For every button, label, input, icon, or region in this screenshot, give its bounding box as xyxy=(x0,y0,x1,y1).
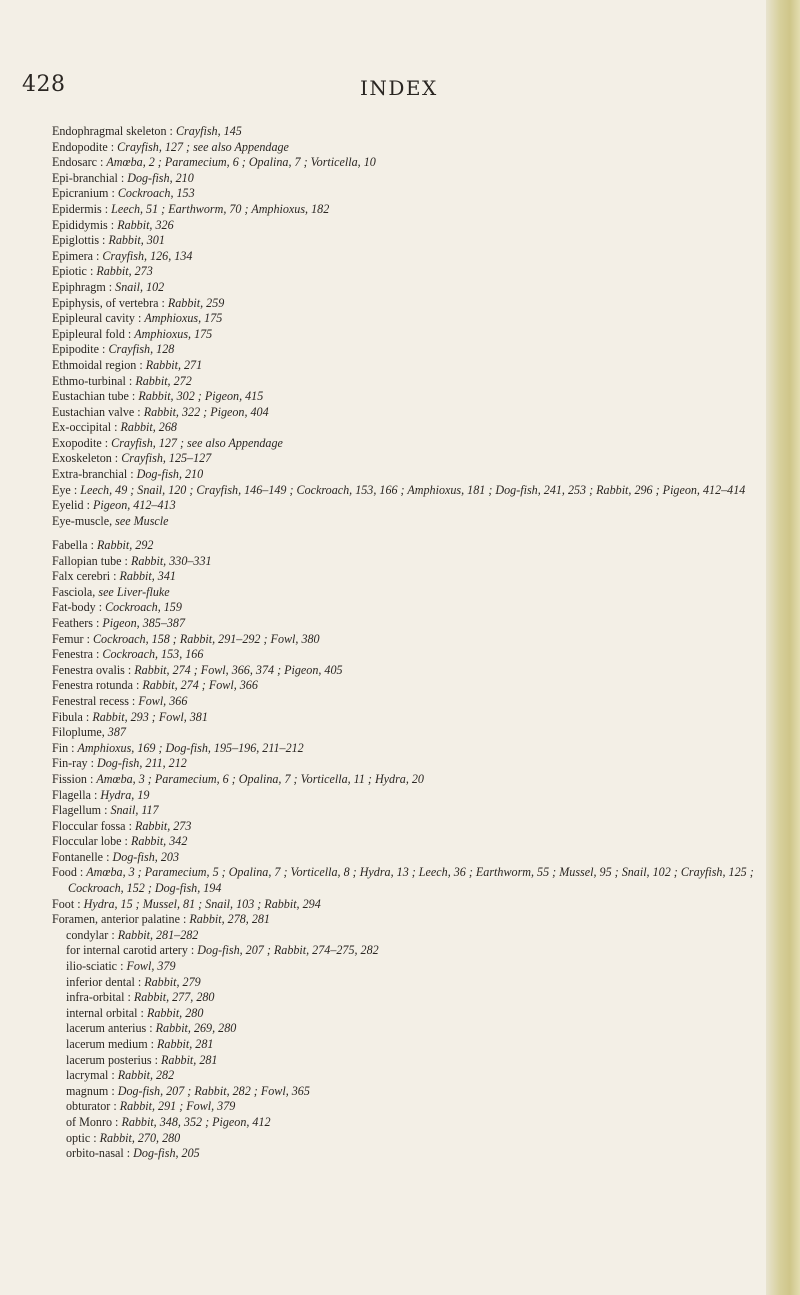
index-subentry xyxy=(52,1068,782,1084)
entry-heading: Epiphysis, of vertebra : xyxy=(52,295,168,310)
entry-heading: optic : xyxy=(66,1130,100,1145)
entry-heading: Eustachian valve : xyxy=(52,404,144,419)
index-subentry xyxy=(52,1099,782,1115)
index-subentry xyxy=(52,1084,782,1100)
entry-heading: Ethmoidal region : xyxy=(52,357,146,372)
entry-heading: Fabella : xyxy=(52,538,98,552)
index-entry xyxy=(52,186,782,202)
entry-heading: Floccular lobe : xyxy=(52,834,131,849)
entry-heading: Foot : xyxy=(52,896,84,911)
entry-references: Rabbit, 292 xyxy=(97,538,154,552)
entry-references: Rabbit, 271 xyxy=(145,357,203,372)
entry-heading: Fenestra : xyxy=(52,647,103,662)
entry-heading: Epidermis : xyxy=(52,201,112,216)
index-entry xyxy=(52,741,782,757)
entry-heading: Ethmo-turbinal : xyxy=(52,373,136,388)
index-entry xyxy=(52,296,782,312)
index-subentry xyxy=(52,1146,782,1162)
entry-references: Snail, 117 xyxy=(110,803,159,818)
entry-references: Amœba, 3 ; Paramecium, 5 ; Opalina, 7 ; Vorticella, 8 ; Hydra, 13 ; Leech, 36 ; Earthworm, 55 ; Mussel, 95 ; Snail, 102 ; Crayfish, 125 ; Cockroach, 152 ; Dog-fish, 194 xyxy=(68,865,754,896)
entry-references: Dog-fish, 203 xyxy=(112,849,179,864)
entry-heading: Endosarc : xyxy=(52,155,107,170)
index-entry xyxy=(52,218,782,234)
entry-references: Crayfish, 145 xyxy=(175,124,242,138)
entry-references: Pigeon, 385–387 xyxy=(102,615,186,630)
index-subentry xyxy=(52,990,782,1006)
entry-heading: Epicranium : xyxy=(52,186,118,201)
index-entry xyxy=(52,600,782,616)
entry-heading: Endopodite : xyxy=(52,139,118,154)
entry-heading: magnum : xyxy=(66,1083,118,1098)
entry-heading: internal orbital : xyxy=(66,1005,147,1020)
entry-heading: ilio-sciatic : xyxy=(66,959,127,974)
index-entry xyxy=(52,420,782,436)
index-subentry xyxy=(52,1053,782,1069)
index-entry xyxy=(52,850,782,866)
index-entry xyxy=(52,554,782,570)
entry-heading: Femur : xyxy=(52,631,93,646)
entry-references: Rabbit, 272 xyxy=(135,373,192,388)
index-entry xyxy=(52,389,782,405)
entry-references: Rabbit, 259 xyxy=(167,295,225,310)
index-subentry xyxy=(52,943,782,959)
index-entry xyxy=(52,327,782,343)
index-entry xyxy=(52,264,782,280)
index-entry xyxy=(52,233,782,249)
entry-references: Rabbit, 273 xyxy=(96,264,153,279)
entry-references: Rabbit, 322 ; Pigeon, 404 xyxy=(143,404,269,419)
entry-heading: orbito-nasal : xyxy=(66,1146,134,1161)
index-entry xyxy=(52,788,782,804)
entry-references: Crayfish, 127 ; see also Appendage xyxy=(111,435,283,450)
entry-heading: Fenestra ovalis : xyxy=(52,662,135,677)
index-entry xyxy=(52,772,782,788)
index-entry xyxy=(52,249,782,265)
entry-heading: Epipleural cavity : xyxy=(52,311,145,326)
index-entry xyxy=(52,436,782,452)
entry-references: Rabbit, 274 ; Fowl, 366, 374 ; Pigeon, 405 xyxy=(134,662,343,677)
entry-references: Rabbit, 326 xyxy=(117,217,174,232)
index-entry xyxy=(52,834,782,850)
running-head: INDEX xyxy=(360,76,438,100)
index-entry xyxy=(52,155,782,171)
entry-heading: inferior dental : xyxy=(66,974,145,989)
index-entry xyxy=(52,616,782,632)
index-entry xyxy=(52,140,782,156)
entry-references: Rabbit, 291 ; Fowl, 379 xyxy=(119,1099,236,1114)
index-section-f xyxy=(52,538,782,1162)
entry-heading: Fontanelle : xyxy=(52,849,113,864)
entry-references: Crayfish, 127 ; see also Appendage xyxy=(117,139,289,154)
entry-references: Amphioxus, 169 ; Dog-fish, 195–196, 211–212 xyxy=(77,740,304,755)
entry-references: see Muscle xyxy=(115,513,169,528)
entry-heading: Exopodite : xyxy=(52,435,112,450)
index-subentry xyxy=(52,928,782,944)
index-subentry xyxy=(52,975,782,991)
entry-heading: Foramen, anterior palatine : xyxy=(52,912,190,927)
entry-references: Rabbit, 279 xyxy=(144,974,201,989)
entry-heading: Ex-occipital : xyxy=(52,420,121,435)
entry-heading: Epipodite : xyxy=(52,342,109,357)
entry-references: Rabbit, 274 ; Fowl, 366 xyxy=(142,678,258,693)
entry-references: Rabbit, 281 xyxy=(157,1037,214,1051)
entry-heading: Epi-branchial : xyxy=(52,170,128,185)
entry-references: Amœba, 2 ; Paramecium, 6 ; Opalina, 7 ; Vorticella, 10 xyxy=(106,155,376,170)
index-entry xyxy=(52,803,782,819)
entry-references: Dog-fish, 211, 212 xyxy=(97,756,187,771)
entry-references: Cockroach, 158 ; Rabbit, 291–292 ; Fowl, 380 xyxy=(92,631,320,646)
entry-heading: obturator : xyxy=(66,1099,120,1114)
entry-references: Amphioxus, 175 xyxy=(144,311,223,326)
entry-heading: Epididymis : xyxy=(52,217,118,232)
entry-heading: Eustachian tube : xyxy=(52,389,139,404)
entry-heading: infra-orbital : xyxy=(66,990,134,1005)
entry-references: Rabbit, 269, 280 xyxy=(155,1021,237,1036)
entry-heading: lacrymal : xyxy=(66,1068,118,1083)
entry-heading: Eyelid : xyxy=(52,498,93,513)
entry-heading: Feathers : xyxy=(52,615,103,630)
index-entry xyxy=(52,342,782,358)
entry-references: Hydra, 15 ; Mussel, 81 ; Snail, 103 ; Rabbit, 294 xyxy=(83,896,321,911)
entry-heading: lacerum anterius : xyxy=(66,1021,156,1036)
page-header xyxy=(0,72,800,108)
entry-references: Rabbit, 268 xyxy=(120,420,177,435)
entry-references: Rabbit, 281–282 xyxy=(117,927,199,942)
entry-heading: Fin-ray : xyxy=(52,756,98,771)
entry-heading: Epipleural fold : xyxy=(52,326,135,341)
index-entry xyxy=(52,585,782,601)
entry-references: Rabbit, 270, 280 xyxy=(99,1130,181,1145)
entry-references: Rabbit, 301 xyxy=(108,233,165,248)
entry-references: Amœba, 3 ; Paramecium, 6 ; Opalina, 7 ; Vorticella, 11 ; Hydra, 20 xyxy=(96,771,424,786)
index-entry xyxy=(52,647,782,663)
page-number: 428 xyxy=(22,72,66,97)
index-entry xyxy=(52,538,782,554)
entry-references: Cockroach, 153 xyxy=(117,186,195,201)
entry-references: Hydra, 19 xyxy=(100,787,150,802)
index-subentry xyxy=(52,1115,782,1131)
entry-references: Dog-fish, 210 xyxy=(136,467,204,482)
entry-references: Rabbit, 277, 280 xyxy=(133,990,215,1005)
index-entry xyxy=(52,124,782,140)
entry-references: Rabbit, 348, 352 ; Pigeon, 412 xyxy=(121,1114,271,1129)
entry-heading: Eye-muscle, xyxy=(52,513,116,528)
entry-references: Fowl, 366 xyxy=(138,693,188,708)
entry-heading: Food : xyxy=(52,865,87,880)
entry-references: Crayfish, 126, 134 xyxy=(102,248,193,263)
entry-heading: Epimera : xyxy=(52,248,103,263)
entry-references: Dog-fish, 207 ; Rabbit, 274–275, 282 xyxy=(197,943,379,958)
index-entry xyxy=(52,171,782,187)
index-entry xyxy=(52,819,782,835)
index-entry xyxy=(52,678,782,694)
entry-references: Snail, 102 xyxy=(115,279,165,294)
entry-heading: Epiotic : xyxy=(52,264,97,279)
index-entry xyxy=(52,358,782,374)
index-entry xyxy=(52,756,782,772)
entry-heading: Eye : xyxy=(52,482,81,497)
entry-heading: Fenestral recess : xyxy=(52,693,139,708)
entry-references: Pigeon, 412–413 xyxy=(92,498,176,513)
entry-heading: Fasciola, xyxy=(52,584,99,599)
entry-references: Rabbit, 278, 281 xyxy=(189,912,270,927)
entry-references: see Liver-fluke xyxy=(98,584,170,599)
entry-heading: condylar : xyxy=(66,927,118,942)
entry-heading: Fat-body : xyxy=(52,600,106,615)
entry-heading: Flagella : xyxy=(52,787,101,802)
entry-references: Rabbit, 281 xyxy=(161,1052,218,1067)
index-entry xyxy=(52,897,782,913)
index-entry xyxy=(52,280,782,296)
entry-heading: for internal carotid artery : xyxy=(66,943,198,958)
index-subentry xyxy=(52,1131,782,1147)
entry-heading: Epiglottis : xyxy=(52,233,109,248)
entry-references: Leech, 51 ; Earthworm, 70 ; Amphioxus, 182 xyxy=(111,201,330,216)
index-entry xyxy=(52,514,782,530)
entry-heading: Fenestra rotunda : xyxy=(52,678,143,693)
index-entry xyxy=(52,483,782,499)
index-entry xyxy=(52,374,782,390)
entry-heading: Fallopian tube : xyxy=(52,553,131,568)
index-entry xyxy=(52,632,782,648)
entry-references: 387 xyxy=(107,725,126,740)
index-entry xyxy=(52,725,782,741)
entry-heading: Extra-branchial : xyxy=(52,467,137,482)
entry-heading: lacerum medium : xyxy=(66,1037,158,1051)
entry-references: Rabbit, 341 xyxy=(119,569,176,584)
entry-references: Rabbit, 342 xyxy=(130,834,188,849)
entry-references: Rabbit, 293 ; Fowl, 381 xyxy=(92,709,208,724)
index-section-e xyxy=(52,124,782,529)
index-entry xyxy=(52,405,782,421)
index-subentry xyxy=(52,1021,782,1037)
index-entry xyxy=(52,569,782,585)
entry-references: Cockroach, 153, 166 xyxy=(102,647,204,662)
index-entry xyxy=(52,498,782,514)
entry-heading: Flagellum : xyxy=(52,803,111,818)
entry-heading: Exoskeleton : xyxy=(52,451,122,466)
entry-references: Leech, 49 ; Snail, 120 ; Crayfish, 146–149 ; Cockroach, 153, 166 ; Amphioxus, 181 ; Dog-fish, 241, 253 ; Rabbit, 296 ; Pigeon, 412–414 xyxy=(80,482,746,497)
entry-references: Crayfish, 128 xyxy=(108,342,175,357)
entry-heading: Falx cerebri : xyxy=(52,569,120,584)
entry-heading: Endophragmal skeleton : xyxy=(52,124,176,138)
index-entry xyxy=(52,912,782,928)
entry-heading: of Monro : xyxy=(66,1114,122,1129)
entry-references: Dog-fish, 205 xyxy=(133,1146,200,1161)
entry-references: Rabbit, 282 xyxy=(117,1068,175,1083)
entry-heading: Fission : xyxy=(52,771,97,786)
index-entry xyxy=(52,663,782,679)
entry-heading: Fin : xyxy=(52,740,78,755)
entry-heading: Fibula : xyxy=(52,709,93,724)
entry-references: Rabbit, 280 xyxy=(146,1005,204,1020)
index-entry xyxy=(52,311,782,327)
index-entry xyxy=(52,694,782,710)
entry-heading: lacerum posterius : xyxy=(66,1052,162,1067)
entry-heading: Epiphragm : xyxy=(52,279,116,294)
entry-heading: Filoplume, xyxy=(52,725,108,740)
entry-references: Rabbit, 273 xyxy=(134,818,192,833)
entry-references: Crayfish, 125–127 xyxy=(121,451,212,466)
entry-references: Rabbit, 302 ; Pigeon, 415 xyxy=(138,389,264,404)
entry-references: Cockroach, 159 xyxy=(105,600,182,615)
entry-references: Dog-fish, 207 ; Rabbit, 282 ; Fowl, 365 xyxy=(117,1083,310,1098)
index-entry xyxy=(52,710,782,726)
index-entry xyxy=(52,865,782,896)
entry-references: Amphioxus, 175 xyxy=(134,326,213,341)
entry-references: Dog-fish, 210 xyxy=(127,170,194,185)
index-subentry xyxy=(52,1037,782,1053)
index-entry xyxy=(52,202,782,218)
index-subentry xyxy=(52,959,782,975)
entry-heading: Floccular fossa : xyxy=(52,818,135,833)
index-entry xyxy=(52,467,782,483)
index-entry xyxy=(52,451,782,467)
entry-references: Fowl, 379 xyxy=(126,959,176,974)
entry-references: Rabbit, 330–331 xyxy=(130,553,212,568)
index-subentry xyxy=(52,1006,782,1022)
